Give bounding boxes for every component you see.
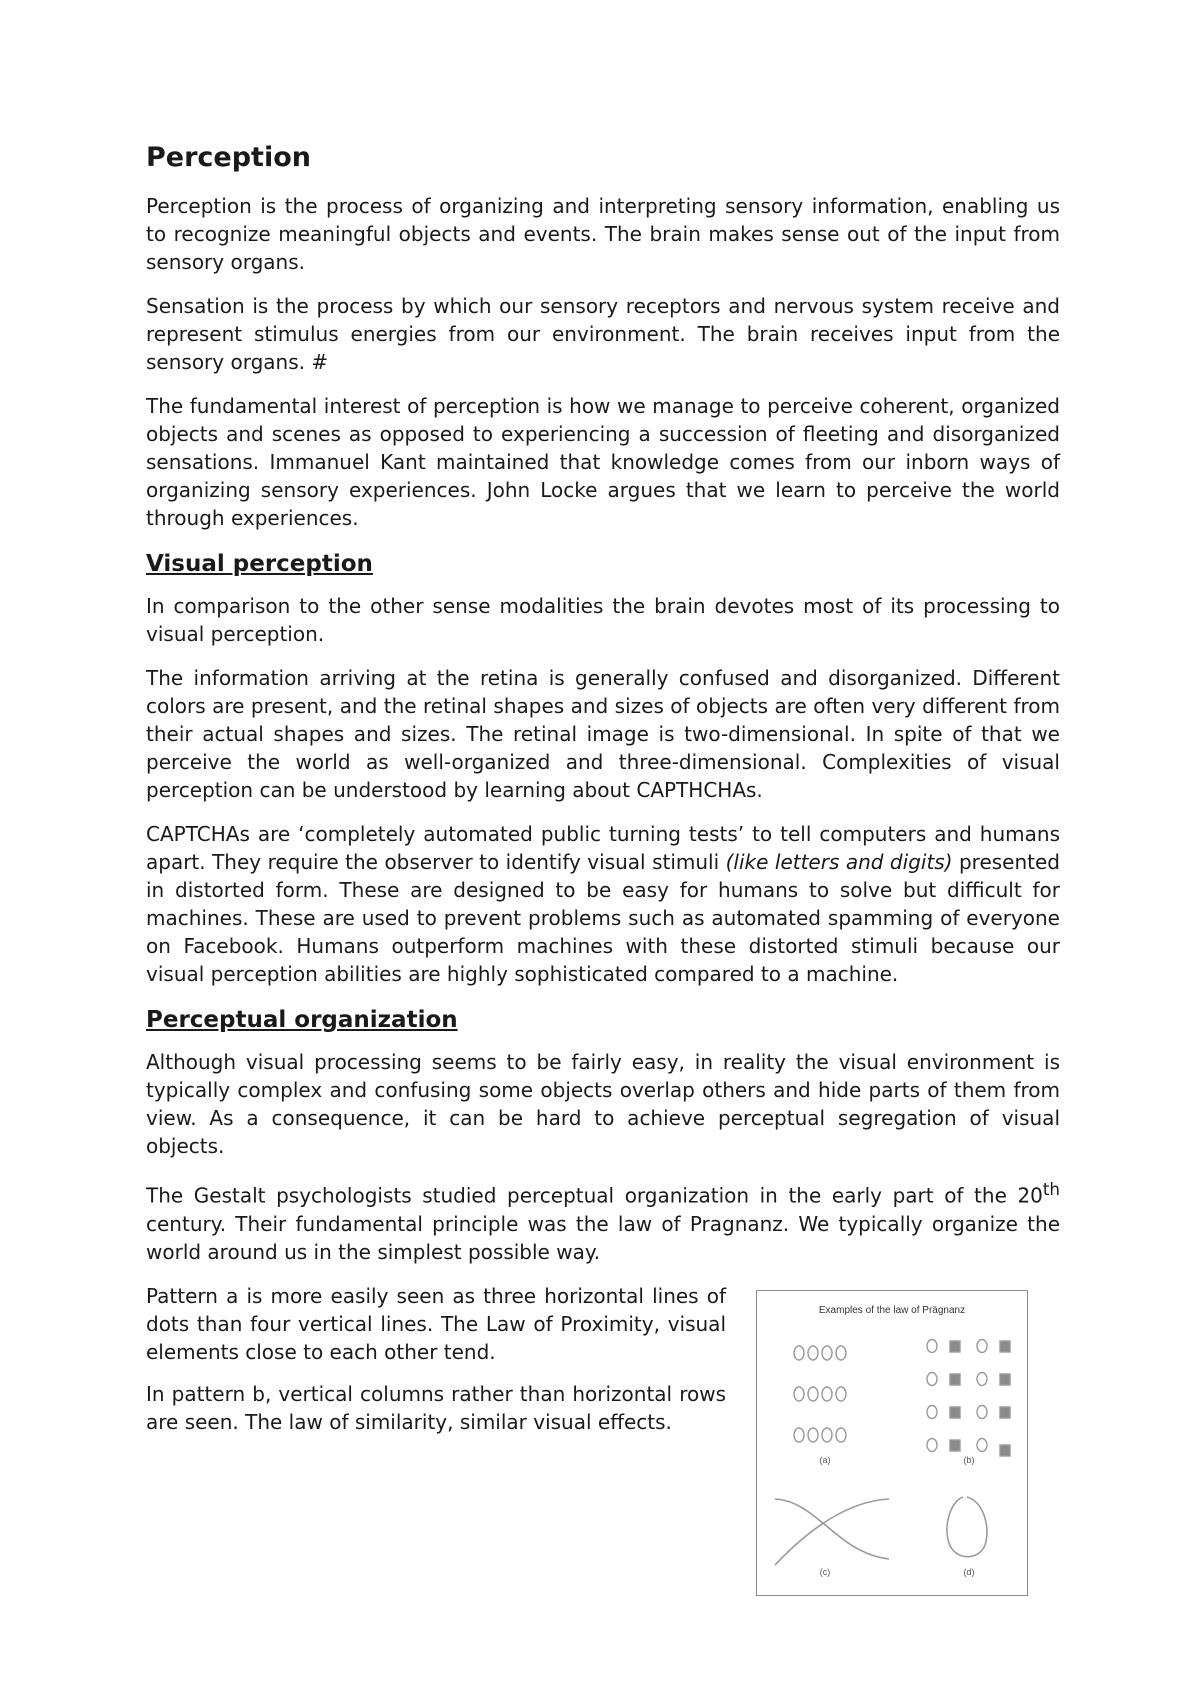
pattern-a-circle	[836, 1387, 846, 1401]
pattern-d-ellipse	[947, 1497, 987, 1557]
label-b: (b)	[963, 1454, 975, 1465]
visual-perception-heading: Visual perception	[146, 551, 373, 577]
label-c: (c)	[819, 1566, 831, 1577]
pattern-a-circle	[808, 1346, 818, 1360]
intro-paragraph-2: Sensation is the process by which our sensory receptors and nervous system receive and represent stimulus energies from our environment. The brain receives input from the sensory organs. #	[146, 294, 1060, 374]
gestalt-text-end: century. Their fundamental principle was the law of Pragnanz. We typically organize the world around us in the simplest possible way.	[146, 1211, 1060, 1264]
pattern-b-circle	[927, 1405, 937, 1418]
captcha-text-start: CAPTCHAs are ‘completely automated public turning tests’ to tell computers and humans apart. They require the observer to identify visual stimuli	[146, 822, 1060, 874]
pattern-section	[146, 1282, 1060, 1596]
gestalt-superscript: th	[1042, 1180, 1060, 1199]
pattern-b-paragraph: In pattern b, vertical columns rather than horizontal rows are seen. The law of similarity, similar visual effects.	[146, 1381, 726, 1434]
pattern-b-circle	[977, 1405, 987, 1418]
page-title: Perception	[146, 142, 311, 173]
pattern-b-square	[1000, 1445, 1010, 1456]
pattern-text-column	[146, 1282, 726, 1596]
pattern-a-circle	[822, 1346, 832, 1360]
visual-paragraph-1: In comparison to the other sense modalities the brain devotes most of its processing to visual perception.	[146, 594, 1060, 646]
organization-paragraph-1: Although visual processing seems to be fairly easy, in reality the visual environment is typically complex and confusing some objects overlap others and hide parts of them from view. As a consequence, it can be hard to achieve perceptual segregation of visual objects.	[146, 1050, 1060, 1158]
visual-paragraph-2: The information arriving at the retina is generally confused and disorganized. Different colors are present, and the retinal shapes and sizes of objects are often very different from their actual shapes and sizes. The retinal image is two-dimensional. In spite of that we perceive the world as well-organized and three-dimensional. Complexities of visual perception can be understood by learning about CAPTHCHAs.	[146, 666, 1060, 802]
captcha-text-italic: (like letters and digits)	[725, 850, 953, 874]
pattern-a-circle	[822, 1428, 832, 1442]
pattern-b-circle	[927, 1438, 937, 1451]
document-page	[146, 140, 1060, 1596]
captcha-text-end: presented in distorted form. These are designed to be easy for humans to solve but difficult for machines. These are used to prevent problems such as automated spamming of everyone on Facebook. Humans outperform machines with these distorted stimuli because our visual perception abilities are highly sophisticated compared to a machine.	[146, 850, 1061, 986]
figure-title: Examples of the law of Prägnanz	[818, 1304, 966, 1316]
pattern-b-square	[1000, 1407, 1010, 1418]
pattern-b-circle	[977, 1372, 987, 1385]
pattern-a-circle	[808, 1428, 818, 1442]
perceptual-organization-heading: Perceptual organization	[146, 1007, 458, 1033]
gestalt-text-start: The Gestalt psychologists studied perceptual organization in the early part of the 20	[146, 1183, 1043, 1208]
label-d: (d)	[963, 1566, 975, 1577]
label-a: (a)	[819, 1454, 831, 1465]
pattern-b-square	[1000, 1374, 1010, 1385]
pattern-a-circle	[794, 1346, 804, 1360]
pattern-b-square	[1000, 1341, 1010, 1352]
pattern-a-circle	[794, 1428, 804, 1442]
pragnanz-figure	[756, 1290, 1028, 1596]
pattern-a-circle	[822, 1387, 832, 1401]
curve-1	[775, 1499, 889, 1559]
pattern-b-square	[950, 1374, 960, 1385]
pattern-a-circle	[836, 1346, 846, 1360]
pattern-b-circle	[977, 1339, 987, 1352]
pattern-a-circles	[794, 1346, 846, 1442]
pattern-b-square	[950, 1407, 960, 1418]
pattern-b-circle	[927, 1372, 937, 1385]
pattern-b-square	[950, 1341, 960, 1352]
pattern-a-circle	[794, 1387, 804, 1401]
intro-paragraph-3: The fundamental interest of perception is how we manage to perceive coherent, organized objects and scenes as opposed to experiencing a succession of fleeting and disorganized sensations. Immanuel Kant maintained that knowledge comes from our inborn ways of organizing sensory experiences. John Locke argues that we learn to perceive the world through experiences.	[146, 394, 1060, 530]
gestalt-paragraph	[146, 1176, 1060, 1266]
pattern-a-paragraph: Pattern a is more easily seen as three horizontal lines of dots than four vertical lines. The Law of Proximity, visual elements close to each other tend.	[146, 1283, 726, 1364]
pattern-a-circle	[808, 1387, 818, 1401]
captcha-paragraph	[146, 820, 1060, 988]
pattern-b-circle	[927, 1339, 937, 1352]
pattern-b-shapes	[927, 1339, 1010, 1456]
pattern-b-circle	[977, 1438, 987, 1451]
pragnanz-diagram	[757, 1291, 1029, 1597]
pattern-a-circle	[836, 1428, 846, 1442]
pattern-b-square	[950, 1440, 960, 1451]
pattern-c-curves	[775, 1499, 889, 1565]
intro-paragraph-1: Perception is the process of organizing and interpreting sensory information, enabling us to recognize meaningful objects and events. The brain makes sense out of the input from sensory organs.	[146, 194, 1060, 274]
